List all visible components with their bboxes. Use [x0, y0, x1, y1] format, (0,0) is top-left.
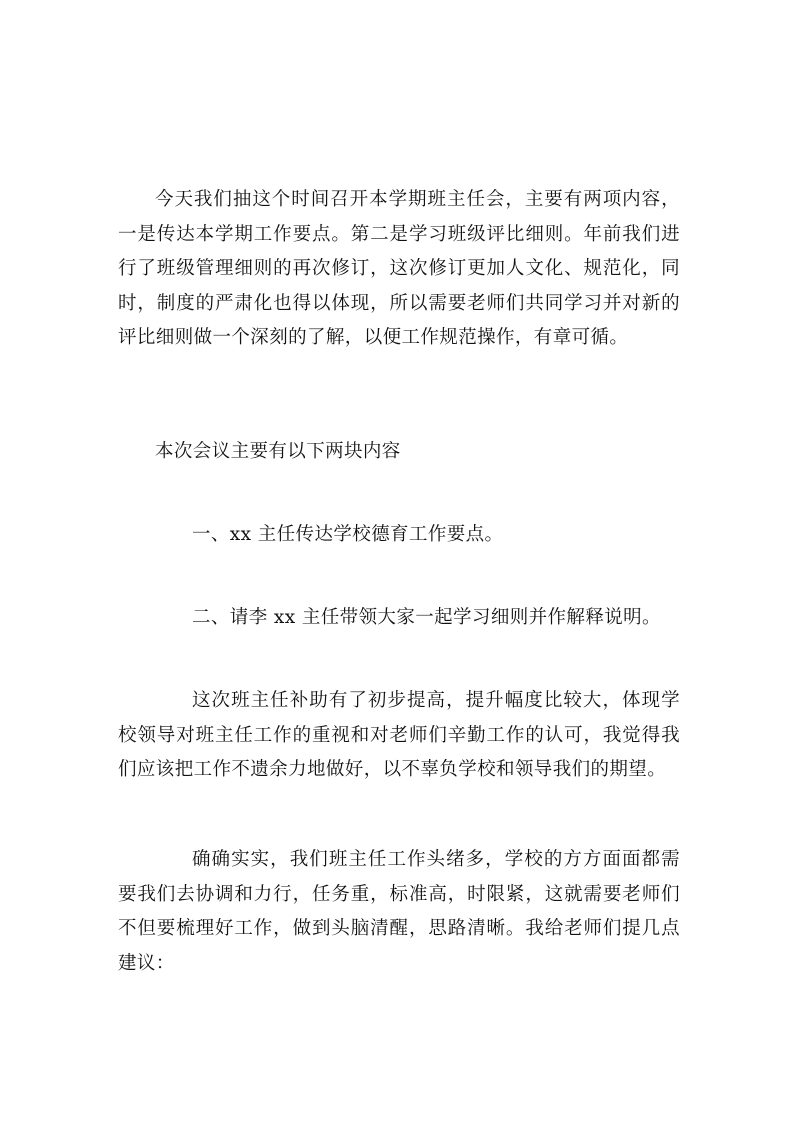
paragraph-suggestions: 确确实实，我们班主任工作头绪多，学校的方方面面都需要我们去协调和力行，任务重，标准高，时限紧，这就需要老师们不但要梳理好工作，做到头脑清醒，思路清晰。我给老师们提几点建议： [118, 849, 680, 974]
list-item-two: 二、请李 xx 主任带领大家一起学习细则并作解释说明。 [192, 607, 661, 628]
paragraph-subsidy: 这次班主任补助有了初步提高，提升幅度比较大，体现学校领导对班主任工作的重视和对老师们辛勤工作的认可，我觉得我们应该把工作不遗余力地做好，以不辜负学校和领导我们的期望。 [118, 690, 680, 781]
paragraph-intro: 今天我们抽这个时间召开本学期班主任会，主要有两项内容，一是传达本学期工作要点。第二是学习班级评比细则。年前我们进行了班级管理细则的再次修订，这次修订更加人文化、规范化，同时，制度的严肃化也得以体现，所以需要老师们共同学习并对新的评比细则做一个深刻的了解，以便工作规范操作，有章可循。 [118, 189, 680, 349]
paragraph-meeting-topics: 本次会议主要有以下两块内容 [155, 441, 401, 462]
list-item-one: 一、xx 主任传达学校德育工作要点。 [192, 524, 504, 545]
